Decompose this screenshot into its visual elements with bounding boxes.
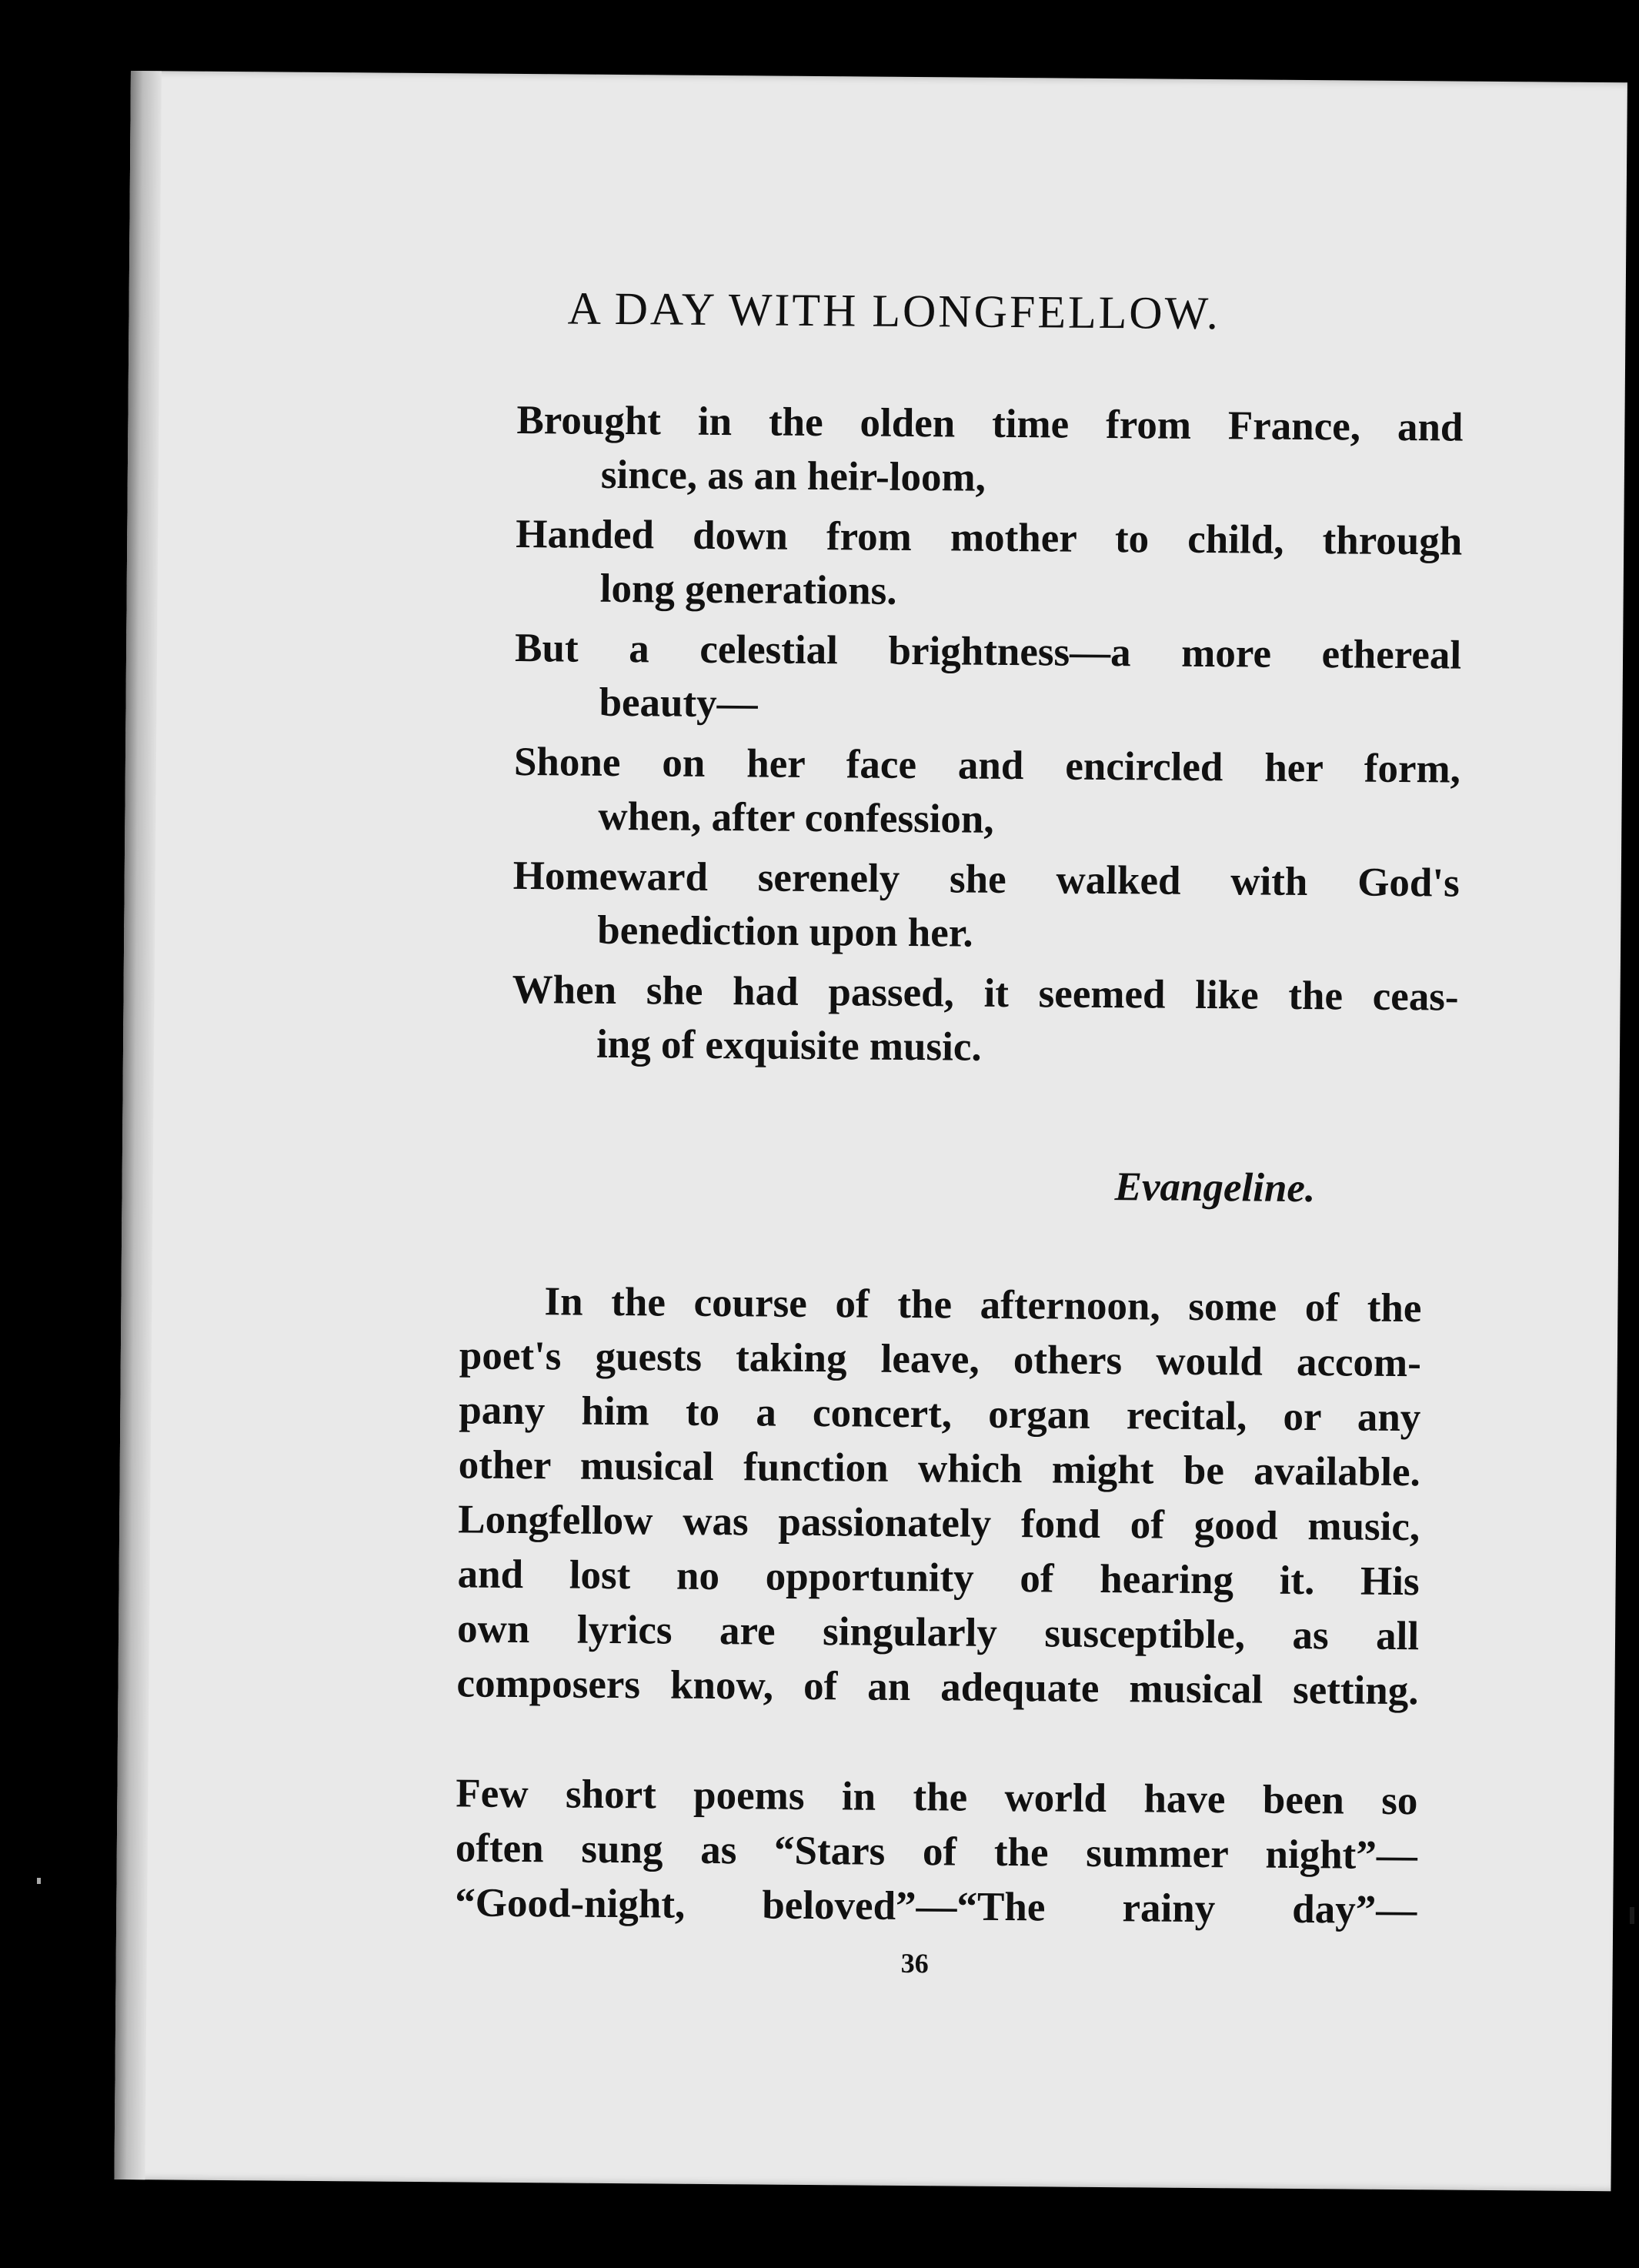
verse-continuation: ing of exquisite music. [596,1021,982,1070]
text-line: In the course of the afternoon, some of the [544,1279,1422,1331]
poem-verse [514,621,1461,737]
book-page [114,71,1627,2191]
text-line: own lyrics are singularly susceptible, as all [456,1606,1420,1659]
text-line: pany him to a concert, organ recital, or any [459,1388,1421,1441]
text-line: Longfellow was passionately fond of good music, [458,1497,1420,1550]
verse-continuation: beauty— [599,680,758,726]
body-paragraph-2 [455,1766,1418,1938]
poem-verse [513,735,1460,850]
text-line: often sung as “Stars of the summer night”— [455,1825,1418,1879]
poem-verse [512,849,1460,964]
text-line: other musical function which might be available. [458,1442,1420,1495]
page-number: 36 [900,1947,929,1979]
text-line: and lost no opportunity of hearing it. His [457,1552,1420,1605]
verse-line: Handed down from mother to child, through [516,511,1463,564]
page-content [114,71,1627,2191]
verse-continuation: since, as an heir-loom, [600,452,986,500]
text-line: poet's guests taking leave, others would accom- [459,1333,1422,1386]
verse-continuation: when, after confession, [598,793,994,842]
verse-line: Homeward serenely she walked with God's [512,853,1460,906]
text-line: “Good-night, beloved”—“The rainy day”— [455,1880,1417,1933]
poem-verse [516,393,1464,509]
verse-line: Brought in the olden time from France, and [516,397,1464,450]
poem-source-attribution: Evangeline. [1114,1164,1316,1211]
scan-speck [37,1878,41,1884]
poem-excerpt [512,393,1464,1084]
verse-continuation: benediction upon her. [597,907,973,956]
verse-line: But a celestial brightness—a more ethereal [514,625,1462,678]
poem-verse [515,507,1462,623]
verse-line: Shone on her face and encircled her form, [513,739,1461,792]
body-paragraph-1 [456,1274,1421,1719]
text-line: Few short poems in the world have been so [456,1771,1418,1824]
verse-continuation: long generations. [599,566,897,613]
scan-speck [1630,1907,1634,1924]
poem-verse [512,963,1459,1078]
text-line: composers know, of an adequate musical setting. [456,1661,1419,1714]
verse-line: When she had passed, it seemed like the ceas- [512,967,1459,1020]
running-head: A DAY WITH LONGFELLOW. [567,282,1221,339]
